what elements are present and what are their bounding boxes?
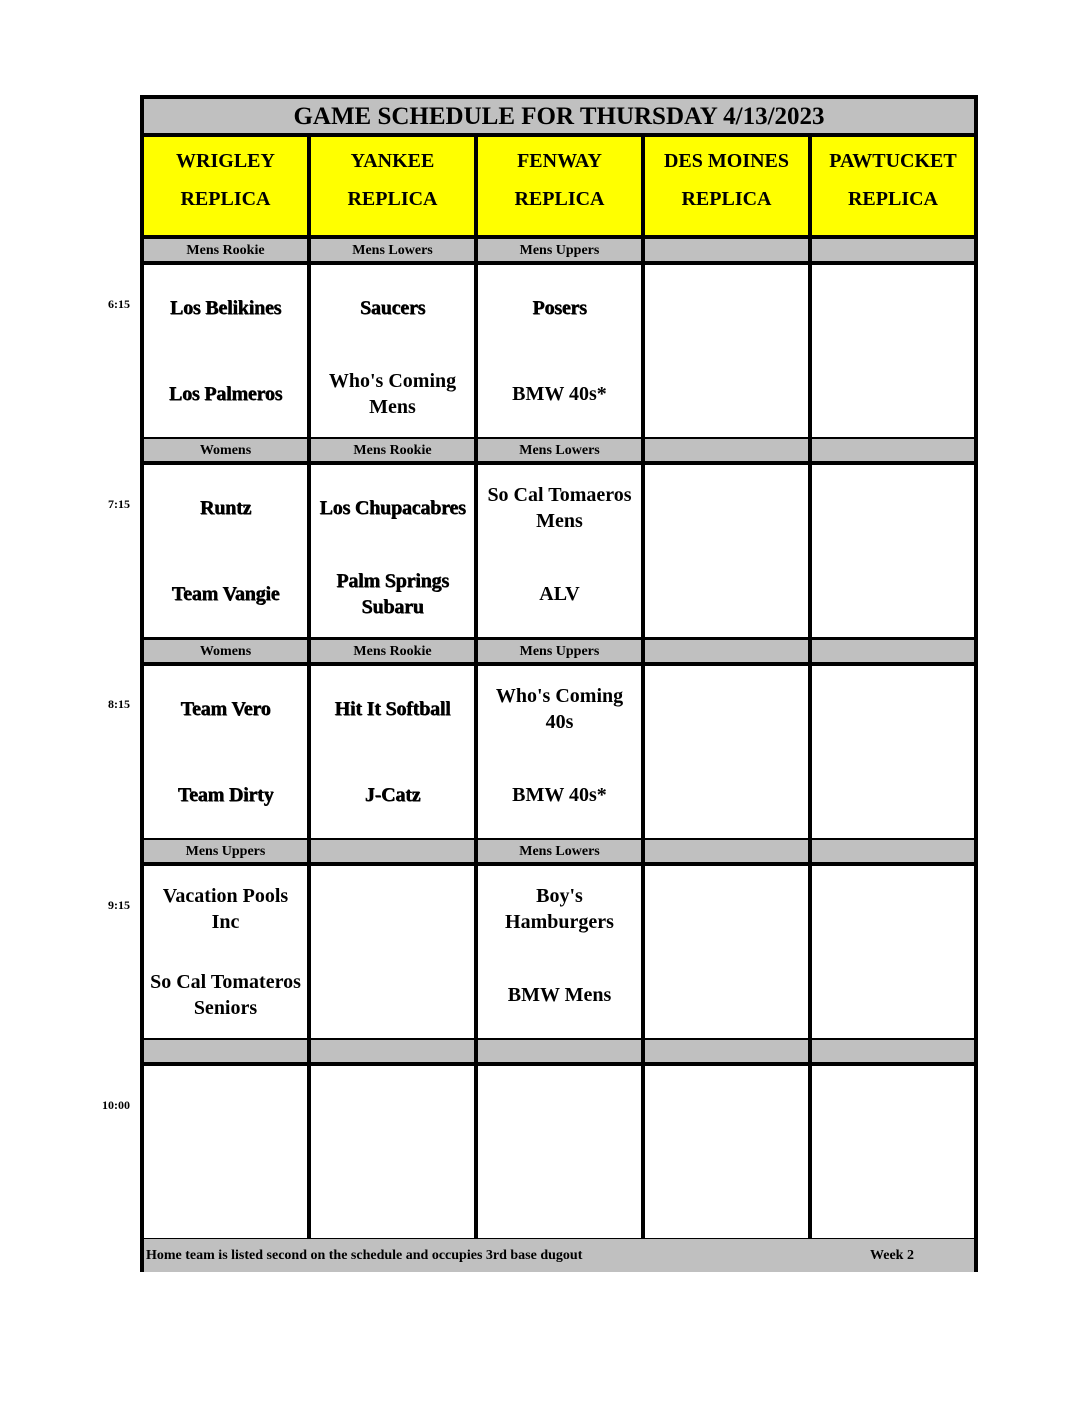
field-header-wrigley — [144, 137, 307, 235]
division-label: Mens Lowers — [311, 239, 474, 261]
away-team — [645, 666, 808, 752]
footer-note: Home team is listed second on the schedule and occupies 3rd base dugout — [146, 1248, 583, 1263]
division-label: Mens Uppers — [144, 840, 307, 862]
game-cell — [645, 866, 808, 1038]
time-label: 6:15 — [108, 297, 130, 311]
away-team — [144, 1066, 307, 1152]
home-team: Team Vangie — [171, 583, 280, 605]
away-team — [478, 1066, 641, 1152]
field-sub: REPLICA — [347, 188, 438, 210]
game-cell — [812, 265, 974, 437]
division-label — [812, 1040, 974, 1062]
division-label: Mens Lowers — [478, 439, 641, 461]
game-cell — [812, 666, 974, 838]
home-team: J-Catz — [364, 784, 421, 806]
schedule-title: GAME SCHEDULE FOR THURSDAY 4/13/2023 — [144, 99, 974, 133]
division-label: Womens — [144, 640, 307, 662]
division-label — [144, 1040, 307, 1062]
game-cell — [478, 265, 641, 437]
home-team: BMW Mens — [507, 984, 612, 1006]
field-name: PAWTUCKET — [829, 150, 957, 172]
field-name: FENWAY — [517, 150, 602, 172]
division-label — [311, 1040, 474, 1062]
game-cell — [645, 465, 808, 637]
away-team: Vacation Pools Inc — [162, 885, 289, 933]
game-cell — [311, 666, 474, 838]
division-label — [812, 439, 974, 461]
schedule-table — [140, 95, 978, 1272]
footer-bar — [144, 1239, 974, 1272]
game-cell — [144, 666, 307, 838]
away-team: Team Vero — [180, 698, 271, 720]
home-team: BMW 40s* — [512, 383, 607, 405]
game-cell — [311, 1066, 474, 1238]
away-team — [645, 866, 808, 952]
division-label — [645, 239, 808, 261]
division-label — [311, 840, 474, 862]
home-team — [812, 351, 974, 437]
away-team — [311, 1066, 474, 1152]
away-team: Posers — [532, 297, 587, 319]
division-label — [645, 1040, 808, 1062]
home-team — [478, 1152, 641, 1238]
home-team: So Cal Tomateros Seniors — [150, 971, 301, 1019]
away-team — [311, 866, 474, 952]
week-label: Week 2 — [870, 1248, 914, 1263]
field-sub: REPLICA — [180, 188, 271, 210]
home-team: Los Palmeros — [168, 383, 283, 405]
game-cell — [478, 465, 641, 637]
away-team — [812, 866, 974, 952]
game-cell — [478, 866, 641, 1038]
game-cell — [478, 1066, 641, 1238]
away-team — [812, 1066, 974, 1152]
game-cell — [812, 866, 974, 1038]
division-label: Mens Rookie — [144, 239, 307, 261]
home-team — [812, 551, 974, 637]
home-team — [144, 1152, 307, 1238]
time-label: 7:15 — [108, 497, 130, 511]
away-team: Boy's Hamburgers — [505, 885, 614, 933]
field-sub: REPLICA — [514, 188, 605, 210]
division-label — [645, 439, 808, 461]
field-sub: REPLICA — [847, 188, 938, 210]
away-team — [645, 1066, 808, 1152]
division-label — [478, 1040, 641, 1062]
field-name: YANKEE — [350, 150, 435, 172]
division-label: Mens Rookie — [311, 439, 474, 461]
game-cell — [144, 866, 307, 1038]
home-team: Team Dirty — [177, 784, 274, 806]
division-label: Mens Lowers — [478, 840, 641, 862]
game-cell — [144, 1066, 307, 1238]
field-header-pawtucket — [812, 137, 974, 235]
game-cell — [311, 465, 474, 637]
field-name: WRIGLEY — [176, 150, 275, 172]
home-team: ALV — [539, 583, 580, 605]
away-team: Who's Coming 40s — [495, 685, 624, 733]
home-team — [645, 752, 808, 838]
game-cell — [144, 465, 307, 637]
division-label: Mens Rookie — [311, 640, 474, 662]
division-label — [812, 239, 974, 261]
division-label: Mens Uppers — [478, 239, 641, 261]
home-team — [812, 952, 974, 1038]
home-team — [645, 351, 808, 437]
game-cell — [478, 666, 641, 838]
away-team — [812, 265, 974, 351]
home-team — [645, 952, 808, 1038]
field-header-yankee — [311, 137, 474, 235]
division-label — [812, 840, 974, 862]
time-label: 8:15 — [108, 697, 130, 711]
game-cell — [645, 666, 808, 838]
away-team: Runtz — [199, 497, 252, 519]
field-sub: REPLICA — [681, 188, 772, 210]
home-team — [812, 1152, 974, 1238]
away-team — [812, 465, 974, 551]
division-label — [645, 640, 808, 662]
home-team: BMW 40s* — [512, 784, 607, 806]
away-team: Los Chupacabres — [319, 497, 466, 519]
home-team: Palm Springs Subaru — [336, 570, 449, 618]
home-team: Who's Coming Mens — [328, 370, 457, 418]
field-name: DES MOINES — [663, 150, 790, 172]
game-cell — [311, 866, 474, 1038]
home-team — [311, 952, 474, 1038]
game-cell — [645, 1066, 808, 1238]
division-label: Mens Uppers — [478, 640, 641, 662]
division-label: Womens — [144, 439, 307, 461]
away-team: So Cal Tomaeros Mens — [487, 484, 632, 532]
game-cell — [311, 265, 474, 437]
home-team — [812, 752, 974, 838]
away-team — [645, 265, 808, 351]
field-header-des-moines — [645, 137, 808, 235]
game-cell — [812, 465, 974, 637]
game-cell — [812, 1066, 974, 1238]
field-header-fenway — [478, 137, 641, 235]
away-team: Los Belikines — [169, 297, 282, 319]
game-cell — [645, 265, 808, 437]
away-team — [645, 465, 808, 551]
time-label: 10:00 — [102, 1098, 130, 1112]
away-team — [812, 666, 974, 752]
division-label — [645, 840, 808, 862]
away-team: Saucers — [359, 297, 426, 319]
home-team — [311, 1152, 474, 1238]
time-label: 9:15 — [108, 898, 130, 912]
away-team: Hit It Softball — [334, 698, 451, 720]
home-team — [645, 1152, 808, 1238]
division-label — [812, 640, 974, 662]
home-team — [645, 551, 808, 637]
game-cell — [144, 265, 307, 437]
